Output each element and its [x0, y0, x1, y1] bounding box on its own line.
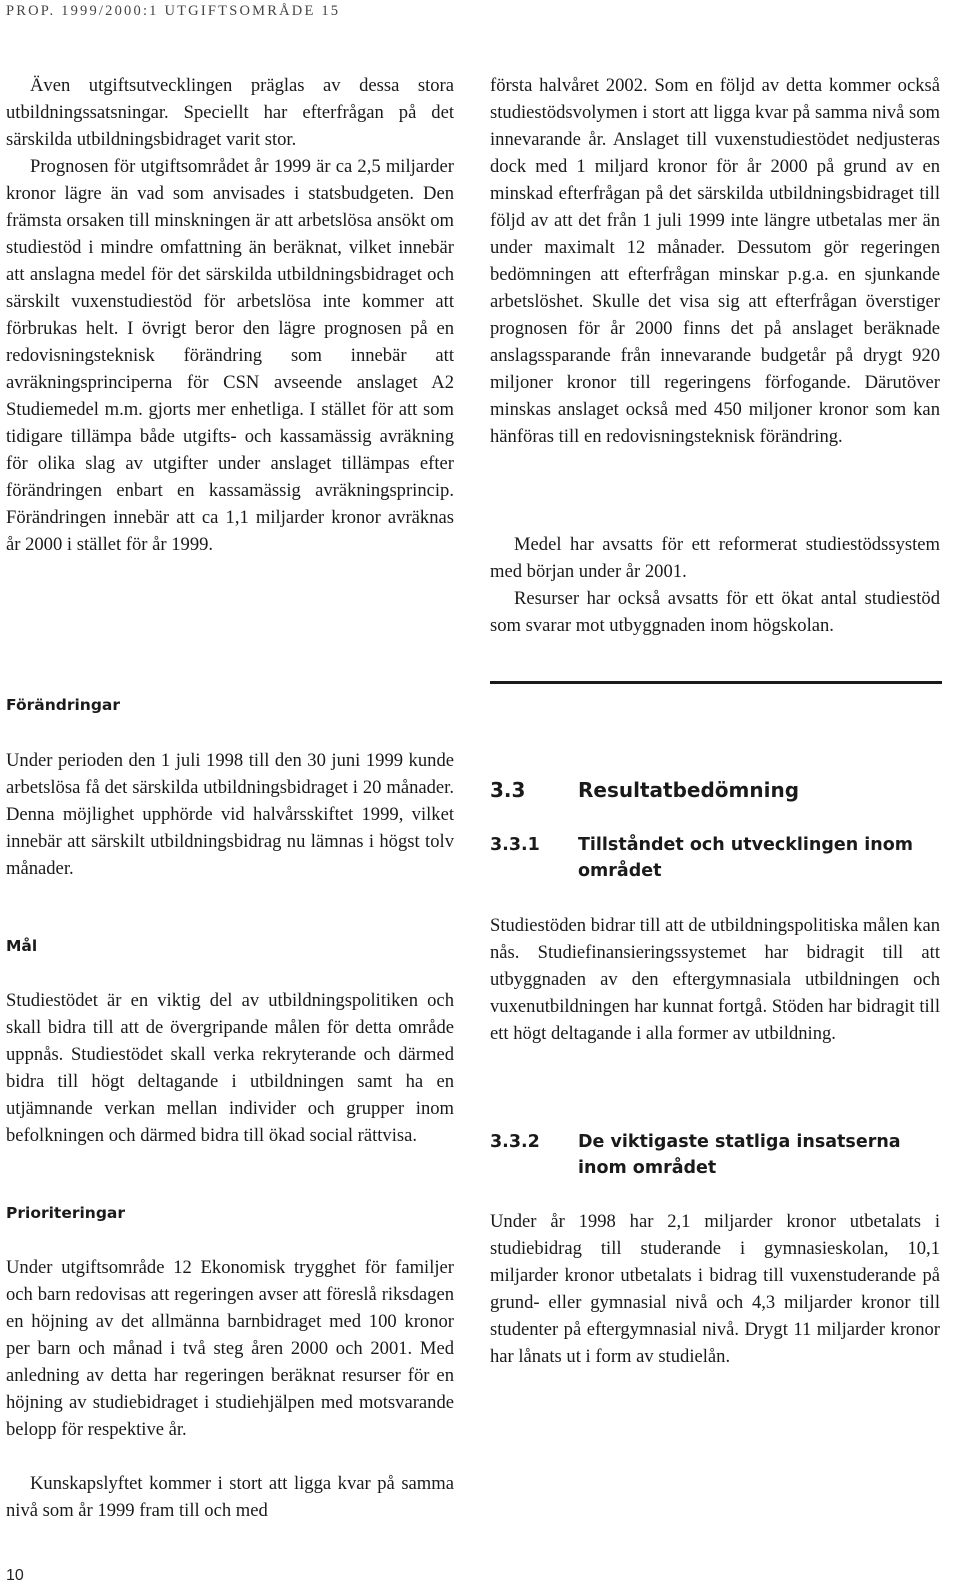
section-number: 3.3	[490, 778, 526, 802]
left-paragraph-6: Kunskapslyftet kommer i stort att ligga kvar på samma nivå som år 1999 fram till och med	[6, 1473, 454, 1521]
section-number: 3.3.1	[490, 835, 540, 855]
section-heading-3-3-2	[490, 1129, 940, 1181]
section-heading-3-3	[490, 777, 940, 805]
left-paragraph-4: Studiestödet är en viktig del av utbildningspolitiken och skall bidra till att de övergripande målen för detta område uppnås. Studiestödet skall verka rekryterande och därmed bidra till högt deltagande i utbildningen samt ha en utjämnande verkan mellan individer och grupper inom befolkningen och därmed bidra till ökad social rättvisa.	[6, 990, 454, 1146]
right-paragraph-2: Medel har avsatts för ett reformerat studiestödssystem med början under år 2001.	[490, 534, 940, 582]
section-divider-rule	[490, 681, 942, 684]
heading-mal: Mål	[6, 937, 38, 955]
page-number: 10	[6, 1567, 24, 1584]
section-number: 3.3.2	[490, 1132, 540, 1152]
section-title: Tillståndet och utvecklingen inom området	[578, 835, 914, 881]
right-paragraph-1: första halvåret 2002. Som en följd av detta kommer också studiestödsvolymen i stort att ligga kvar på samma nivå som innevarande år. Anslaget till vuxenstudiestödet nedjusteras dock med 1 miljard kronor för år 2000 på grund av en minskad efterfrågan på det särskilda utbildningsbidraget till följd av att det från 1 juli 1999 inte längre utbetalas mer än under maximalt 12 månader. Dessutom gör regeringen bedömningen att efterfrågan minskar p.g.a. en sjunkande arbetslöshet. Skulle det visa sig att efterfrågan överstiger prognosen för år 2000 finns det på anslaget beräknade anslagssparande från innevarande budgetår på drygt 920 miljoner kronor till regeringens förfogande. Därutöver minskas anslaget också med 450 miljoner kronor som kan hänföras till en redovisningsteknisk förändring.	[490, 75, 940, 447]
left-paragraph-3: Under perioden den 1 juli 1998 till den 30 juni 1999 kunde arbetslösa få det särskilda utbildningsbidraget i 20 månader. Denna möjlighet upphörde vid halvårsskiftet 1999, vilket innebär att särskilt utbildningsbidrag nu lämnas i högst tolv månader.	[6, 750, 454, 879]
section-title: De viktigaste statliga insatserna inom området	[578, 1132, 901, 1178]
heading-prioriteringar: Prioriteringar	[6, 1204, 126, 1222]
heading-forandringar: Förändringar	[6, 696, 121, 714]
left-paragraph-5: Under utgiftsområde 12 Ekonomisk trygghet för familjer och barn redovisas att regeringen avser att föreslå riksdagen en höjning av det allmänna barnbidraget med 100 kronor per barn och månad i två steg åren 2000 och 2001. Med anledning av detta har regeringen beräknat resurser för en höjning av studiebidraget i studiehjälpen med motsvarande belopp för respektive år.	[6, 1257, 454, 1440]
right-paragraph-3: Resurser har också avsatts för ett ökat antal studiestöd som svarar mot utbyggnaden inom högskolan.	[490, 588, 940, 636]
left-paragraph-1: Även utgiftsutvecklingen präglas av dessa stora utbildningssatsningar. Speciellt har efterfrågan på det särskilda utbildningsbidraget varit stor.	[6, 75, 454, 150]
left-paragraph-2: Prognosen för utgiftsområdet år 1999 är ca 2,5 miljarder kronor lägre än vad som anvisades i statsbudgeten. Den främsta orsaken till minskningen är att arbetslösa ansökt om studiestöd i mindre omfattning än beräknat, vilket innebär att anslagna medel för det särskilda utbildningsbidraget och särskilt vuxenstudiestöd för arbetslösa inte kommer att förbrukas helt. I övrigt beror den lägre prognosen på en redovisningsteknisk förändring som innebär att avräkningsprinciperna för CSN avseende anslaget A2 Studiemedel m.m. gjorts mer enhetliga. I stället för att som tidigare tillämpa både utgifts- och kassamässig avräkning för olika slag av utgifter under anslaget tillämpas efter förändringen enbart en kassamässig avräkningsprincip. Förändringen innebär att ca 1,1 miljarder kronor avräknas år 2000 i stället för år 1999.	[6, 156, 454, 555]
section-heading-3-3-1	[490, 832, 940, 884]
right-paragraph-5: Under år 1998 har 2,1 miljarder kronor utbetalats i studiebidrag till studerande i gymnasieskolan, 10,1 miljarder kronor utbetalats i bidrag till vuxenstuderande på grund- eller gymnasial nivå och 4,3 miljarder kronor till studenter på eftergymnasial nivå. Drygt 11 miljarder kronor har lånats ut i form av studielån.	[490, 1211, 940, 1367]
right-paragraph-4: Studiestöden bidrar till att de utbildningspolitiska målen kan nås. Studiefinansieringssystemet har bidragit till att utbyggnaden av den eftergymnasiala utbildningen och vuxenutbildningen har kunnat fortgå. Stöden har bidragit till ett högt deltagande i alla former av utbildning.	[490, 915, 940, 1044]
section-title: Resultatbedömning	[578, 778, 800, 802]
running-head: PROP. 1999/2000:1 UTGIFTSOMRÅDE 15	[6, 3, 341, 19]
